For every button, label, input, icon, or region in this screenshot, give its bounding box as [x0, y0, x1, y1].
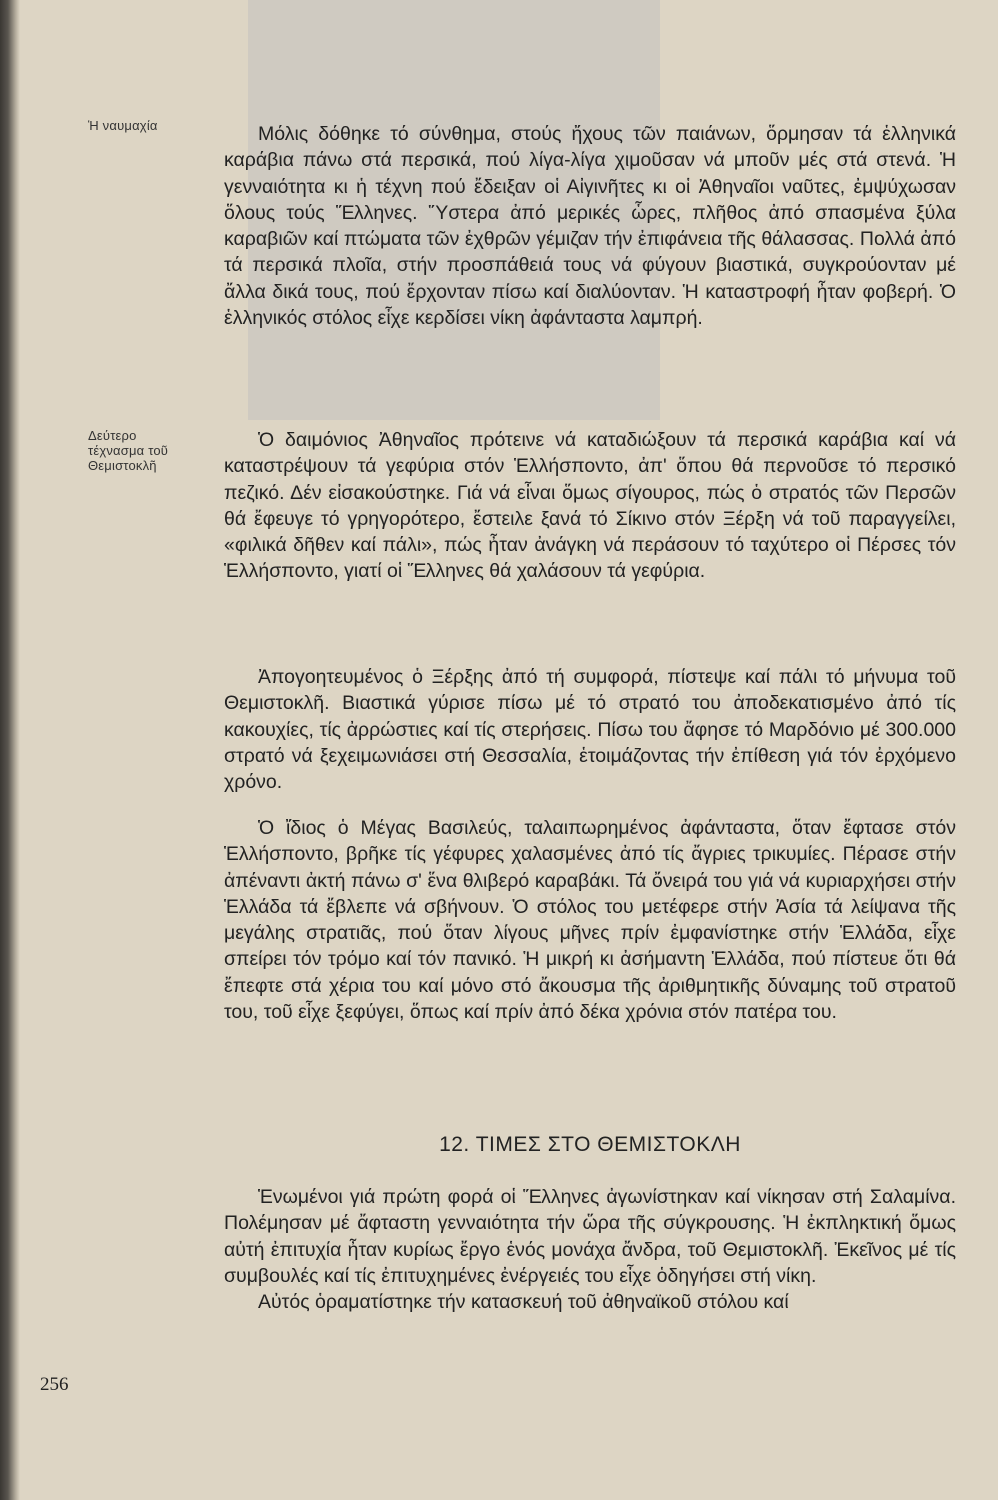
paragraph-text: Ὁ δαιμόνιος Ἀθηναῖος πρότεινε νά καταδιώξουν τά περσικά καράβια καί νά καταστρέψουν τά γεφύρια στόν Ἑλλήσποντο, ἀπ' ὅπου θά περνοῦσε τό περσικό πεζικό. Δέν εἰσακούστηκε. Γιά νά εἶναι ὅμως σίγουρος, πώς ὁ στρατός τῶν Περσῶν θά ἔφευγε τό γρηγορότερο, ἔστειλε ξανά τό Σίκινο στόν Ξέρξη νά τοῦ παραγγείλει, «φιλικά δῆθεν καί πάλι», πώς ἦταν ἀνάγκη νά περάσουν τό ταχύτερο οἱ Πέρσες τόν Ἑλλήσποντο, γιατί οἱ Ἕλληνες θά χαλάσουν τά γεφύρια.: [224, 429, 956, 583]
paragraph: [224, 427, 956, 585]
margin-note-line: Θεμιστοκλῆ: [88, 458, 157, 473]
section-heading: 12. ΤΙΜΕΣ ΣΤΟ ΘΕΜΙΣΤΟΚΛΗ: [439, 1133, 741, 1156]
paragraph: [224, 121, 956, 331]
paragraph: [224, 815, 956, 1025]
margin-note-line: Δεύτερο: [88, 428, 137, 443]
margin-note-second-trick: [88, 428, 168, 473]
paragraph-text: Μόλις δόθηκε τό σύνθημα, στούς ἤχους τῶν παιάνων, ὅρμησαν τά ἑλληνικά καράβια πάνω στά περσικά, πού λίγα-λίγα χιμοῦσαν νά μποῦν μές στά στενά. Ἡ γενναιότητα κι ἡ τέχνη πού ἔδειξαν οἱ Αἰγινῆτες κι οἱ Ἀθηναῖοι ναῦτες, ἐμψύχωσαν ὅλους τούς Ἕλληνες. Ὕστερα ἀπό μερικές ὧρες, πλῆθος ἀπό σπασμένα ξύλα καραβιῶν καί πτώματα τῶν ἐχθρῶν γέμιζαν τήν ἐπιφάνεια τῆς θάλασσας. Πολλά ἀπό τά περσικά πλοῖα, στήν προσπάθειά τους νά φύγουν βιαστικά, συγκρούονταν μέ ἄλλα δικά τους, πού ἔρχονταν πίσω καί διαλύονταν. Ἡ καταστροφή ἦταν φοβερή. Ὁ ἑλληνικός στόλος εἶχε κερδίσει νίκη ἀφάνταστα λαμπρή.: [224, 123, 956, 330]
section-body: [224, 1184, 956, 1315]
page-binding-edge: [0, 0, 20, 1500]
margin-note-naval-battle: Ἡ ναυμαχία: [88, 118, 158, 133]
paragraph-text: Ἑνωμένοι γιά πρώτη φορά οἱ Ἕλληνες ἀγωνίστηκαν καί νίκησαν στή Σαλαμίνα. Πολέμησαν μέ ἄφταστη γενναιότητα τήν ὥρα τῆς σύγκρουσης. Ἡ ἐκπληκτική ὅμως αὐτή ἐπιτυχία ἦταν κυρίως ἔργο ἑνός μονάχα ἄνδρα, τοῦ Θεμιστοκλῆ. Ἐκεῖνος μέ τίς συμβουλές καί τίς ἐπιτυχημένες ἐνέργειές του εἶχε ὁδηγήσει στή νίκη.: [224, 1186, 956, 1287]
paragraph: [224, 664, 956, 795]
paragraph-text: Ὁ ἴδιος ὁ Μέγας Βασιλεύς, ταλαιπωρημένος ἀφάνταστα, ὅταν ἔφτασε στόν Ἑλλήσποντο, βρῆκε τίς γέφυρες χαλασμένες ἀπό τίς ἄγριες τρικυμίες. Πέρασε στήν ἀπέναντι ἀκτή πάνω σ' ἕνα θλιβερό καραβάκι. Τά ὄνειρά του γιά νά κυριαρχήσει στήν Ἑλλάδα τά ἔβλεπε νά σβήνουν. Ὁ στόλος του μετέφερε στήν Ἀσία τά λείψανα τῆς μεγάλης στρατιᾶς, πού ὅταν λίγους μῆνες πρίν ἐμφανίστηκε στήν Ἑλλάδα, εἶχε σπείρει τόν τρόμο καί τόν πανικό. Ἡ μικρή κι ἀσήμαντη Ἑλλάδα, πού πίστευε ὅτι θά ἔπεφτε στά χέρια του καί μόνο στό ἄκουσμα τῆς ἀριθμητικῆς δύναμης τοῦ στρατοῦ του, τοῦ εἶχε ξεφύγει, ὅπως καί πρίν ἀπό δέκα χρόνια στόν πατέρα του.: [224, 817, 956, 1024]
paragraph-text: Ἀπογοητευμένος ὁ Ξέρξης ἀπό τή συμφορά, πίστεψε καί πάλι τό μήνυμα τοῦ Θεμιστοκλῆ. Βιαστικά γύρισε πίσω μέ τό στρατό του ἀποδεκατισμένο ἀπό τίς κακουχίες, τίς ἀρρώστιες καί τίς στερήσεις. Πίσω του ἄφησε τό Μαρδόνιο μέ 300.000 στρατό νά ξεχειμωνιάσει στή Θεσσαλία, ἑτοιμάζοντας τήν ἐπίθεση γιά τόν ἐρχόμενο χρόνο.: [224, 666, 956, 794]
paragraph-text: Αὐτός ὁραματίστηκε τήν κατασκευή τοῦ ἀθηναϊκοῦ στόλου καί: [258, 1291, 789, 1314]
page-number: 256: [40, 1374, 69, 1395]
margin-note-line: τέχνασμα τοῦ: [88, 443, 169, 458]
